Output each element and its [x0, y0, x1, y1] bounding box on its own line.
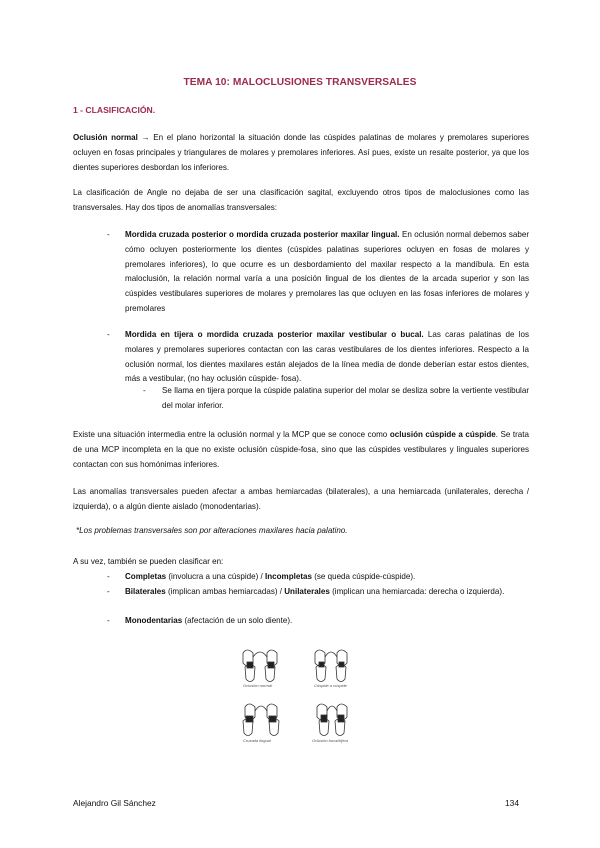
diagram-scissor-bite [317, 704, 347, 736]
term-complete: Completas [125, 572, 167, 581]
sub-bullet-scissor-explanation: Se llama en tijera porque la cúspide palatina superior del molar se desliza sobre la vertiente vestibular del molar inferior. [162, 386, 529, 410]
list-item-complete [125, 570, 529, 585]
list-text: (se queda cúspide-cúspide). [311, 572, 416, 581]
paragraph-normal-occlusion [73, 131, 529, 175]
figure-label: Oclusión normal [243, 683, 272, 688]
list-item-monodental [125, 614, 529, 629]
term-cross-bite: Mordida cruzada posterior o mordida cruzada posterior maxilar lingual. [125, 230, 400, 239]
paragraph-angle: La clasificación de Angle no dejaba de ser una clasificación sagital, excluyendo otros tipos de maloclusiones como las transversales. Hay dos tipos de anomalías transversales: [73, 188, 529, 212]
list-text: (involucra a una cúspide) / [166, 572, 265, 581]
term-scissor-bite: Mordida en tijera o mordida cruzada posterior maxilar vestibular o bucal. [125, 330, 424, 339]
diagram-cusp-to-cusp [315, 650, 347, 682]
term-cusp-to-cusp: oclusión cúspide a cúspide [389, 430, 496, 439]
diagram-normal-occlusion [243, 650, 277, 682]
list-text: (afectación de un solo diente). [182, 616, 293, 625]
list-dash: - [107, 572, 110, 581]
bullet-scissor-bite [125, 328, 529, 387]
occlusion-figure [235, 645, 365, 755]
sub-bullet-dash: - [143, 386, 146, 395]
figure-label: Oclusión bucal/tijera [312, 738, 349, 743]
page-title: TEMA 10: MALOCLUSIONES TRANSVERSALES [183, 77, 417, 88]
bullet-dash: - [107, 230, 110, 239]
paragraph-text: Existe una situación intermedia entre la oclusión normal y la MCP que se conoce como [73, 430, 390, 439]
term-unilateral: Unilaterales [284, 587, 330, 596]
figure-label: Cúspide a cúspide [314, 683, 347, 688]
list-text: (implican ambas hemiarcadas) / [165, 587, 285, 596]
bullet-dash: - [107, 330, 110, 339]
note-italic: *Los problemas transversales son por alteraciones maxilares hacia palatino. [76, 526, 348, 535]
bullet-text: Las caras palatinas de los molares y premolares superiores contactan con las caras vestibulares de los dientes inferiores. Respecto a la oclusión normal, los dientes maxilares están alejados de la línea media de donde deberían estar estos dientes, más a vestibular, (no hay oclusión cúspide- fosa). [125, 330, 529, 384]
list-item-bilateral [125, 585, 529, 600]
term-incomplete: Incompletas [265, 572, 312, 581]
bullet-cross-bite [125, 228, 529, 317]
bullet-text: En oclusión normal debemos saber cómo ocluyen posteriormente los dientes (cúspides palatinas superiores ocluyen en fosas de molares y premolares inferiores), lo que ocurre es un desbordamiento del maxilar respecto a la mandíbula. En esta maloclusión, la relación normal varía a una posición lingual de los dientes de la arcada superior y son las cúspides vestibulares superiores de molares y premolares las que ocluyen en las fosas inferiores de molares y premolares [125, 230, 530, 313]
paragraph-affected-arches: Las anomalías transversales pueden afectar a ambas hemiarcadas (bilaterales), a una hemiarcada (unilaterales, derecha / izquierda), o a algún diente aislado (monodentarias). [73, 487, 529, 511]
footer-page-number: 134 [505, 798, 519, 808]
paragraph-text: En el plano horizontal la situación donde las cúspides palatinas de molares y premolares superiores ocluyen en fosas principales y triangulares de molares y premolares inferiores. Así pues, existe un resalte posterior, ya que los dientes superiores desbordan los inferiores. [73, 133, 529, 172]
paragraph-cusp-to-cusp [73, 428, 529, 472]
term-monodental: Monodentarias [125, 616, 183, 625]
figure-label: Cruzada lingual [243, 738, 271, 743]
list-dash: - [107, 616, 110, 625]
paragraph-text: . Se trata de una MCP incompleta en la que no existe oclusión cúspide-fosa, sino que las cúspides vestibulares y linguales superiores contactan con sus homónimas inferiores. [73, 430, 529, 469]
section-heading: 1 - CLASIFICACIÓN. [73, 105, 156, 115]
term-normal-occlusion: Oclusión normal → [73, 133, 150, 142]
paragraph-classification-intro: A su vez, también se pueden clasificar en: [73, 557, 224, 566]
term-bilateral: Bilaterales [125, 587, 166, 596]
footer-author: Alejandro Gil Sánchez [73, 798, 156, 808]
list-text: (implican una hemiarcada: derecha o izquierda). [329, 587, 505, 596]
diagram-lingual-crossbite [243, 704, 279, 736]
list-dash: - [107, 587, 110, 596]
